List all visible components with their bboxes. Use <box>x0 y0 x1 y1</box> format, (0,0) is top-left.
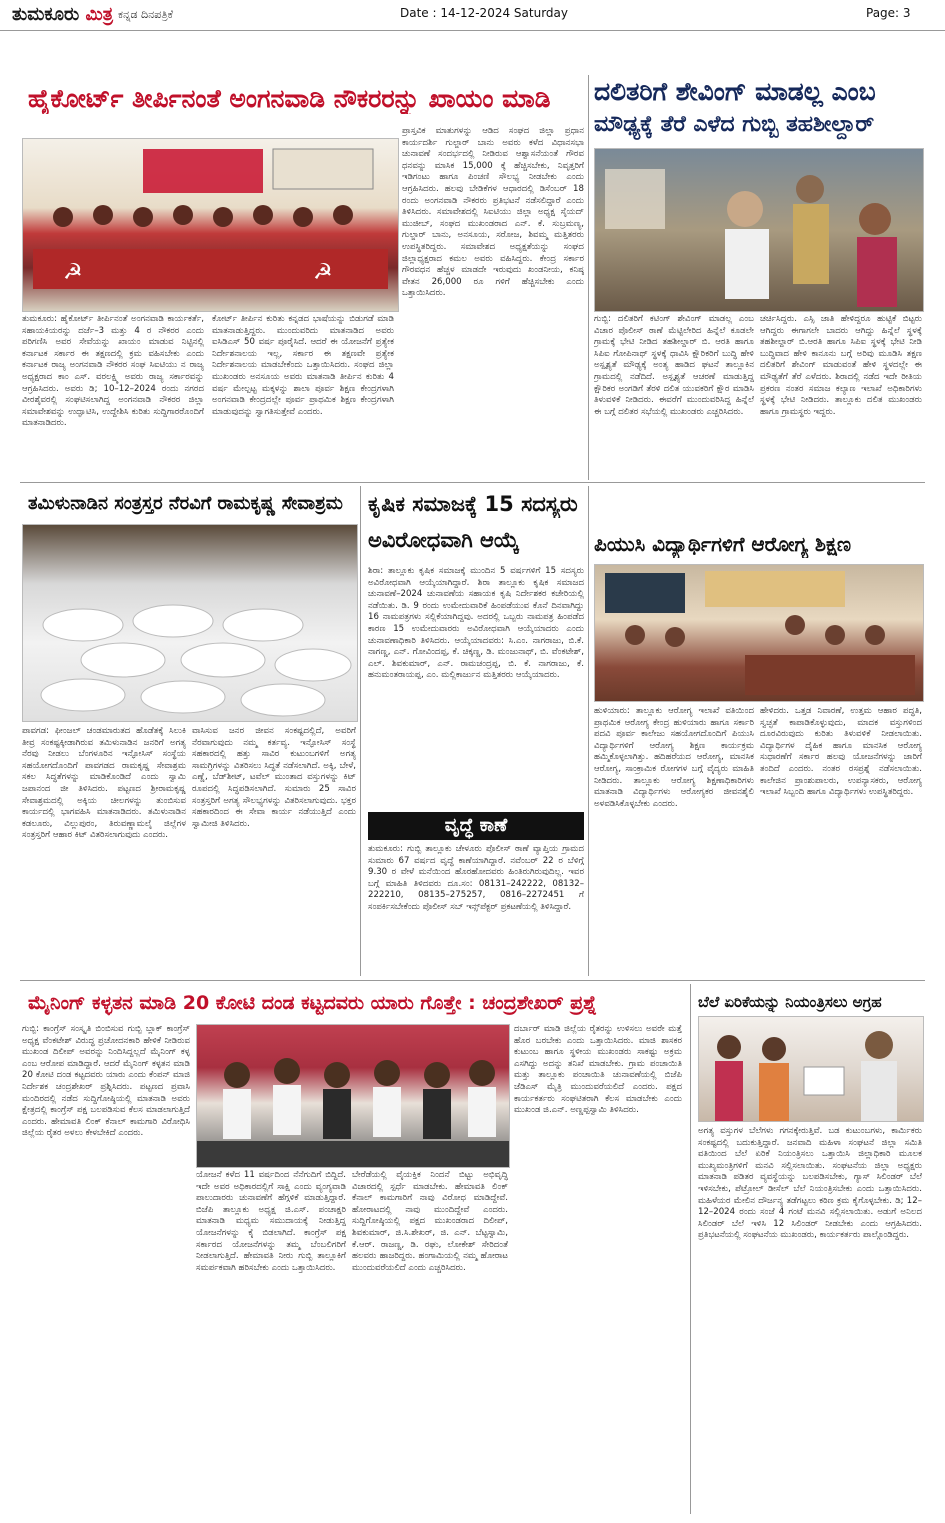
article-mining-col1: ಗುಬ್ಬಿ: ಕಾಂಗ್ರೆಸ್ ಸಂಸ್ಕೃತಿ ಬಿಂಬಿಸುವ ಗುಬ್ಬಿ ಬ್ಲಾಕ್ ಕಾಂಗ್ರೆಸ್ ಅಧ್ಯಕ್ಷ ವೆಂಕಟೇಶ್ ವಿರುದ್ಧ ಪ್ರಚೋದನಕಾರಿ ಹೇಳಿಕೆ ನೀಡಿರುವ ಮುಖಂಡ ದಿಲೀಪ್ ಅವರನ್ನು ನಿಂದಿಸಿದ್ದಲ್ಲದೆ ಮೈನಿಂಗ್ ಕಳ್ಳ ಎಂಬ ಆರೋಪ ಮಾಡಿದ್ದಾರೆ. ಆದರೆ ಮೈನಿಂಗ್ ಕಳ್ಳತನ ಮಾಡಿ 20 ಕೋಟಿ ದಂಡ ಕಟ್ಟದವರು ಯಾರು ಎಂದು ಕೆಂಪನ್ ಮಾಜಿ ನಿರ್ದೇಶಕ ಚಂದ್ರಶೇಖರ್ ಪ್ರಶ್ನಿಸಿದರು. ಪಟ್ಟಣದ ಪ್ರವಾಸಿ ಮಂದಿರದಲ್ಲಿ ನಡೆದ ಸುದ್ದಿಗೋಷ್ಠಿಯಲ್ಲಿ ಮಾತನಾಡಿ ಅವರು ಕ್ಷೇತ್ರದಲ್ಲಿ ಕಾಂಗ್ರೆಸ್ ಪಕ್ಷ ಬಲಪಡಿಸುವ ಕೆಲಸ ಮಾಡಲಾಗುತ್ತಿದೆ ಎಂದರು. ಹೇಮಾವತಿ ಲಿಂಕ್ ಕೆನಾಲ್ ಕಾಮಗಾರಿ ವಿರೋಧಿಸಿ ಜಿಲ್ಲೆಯ ರೈತರ ಅಳಲು ಕೇಳಬೇಕಿದೆ ಎಂದರು. <box>22 1024 190 1139</box>
column-divider <box>588 75 589 480</box>
photo-press-illustration <box>197 1025 509 1167</box>
headline-shaving-line2: ಮೌಢ್ಯಕ್ಕೆ ತೆರೆ ಎಳೆದ ಗುಬ್ಬಿ ತಹಶೀಲ್ದಾರ್ <box>594 112 875 137</box>
column-divider <box>690 984 691 1514</box>
article-anganwadi-col1: ತುಮಕೂರು: ಹೈಕೋರ್ಟ್ ತೀರ್ಪಿನಂತೆ ಅಂಗನವಾಡಿ ಕಾರ್ಯಕರ್ತೆ, ಸಹಾಯಕಿಯರನ್ನು ದರ್ಜೆ–3 ಮತ್ತು 4 ರ ನೌಕರರ ಎಂದು ಪರಿಗಣಿಸಿ ಅವರ ಸೇವೆಯನ್ನು ಖಾಯಂ ಮಾಡುವ ನಿಟ್ಟಿನಲ್ಲಿ ಕರ್ನಾಟಕ ಸರ್ಕಾರ ಈ ತಕ್ಷಣದಲ್ಲಿ ಕ್ರಮ ವಹಿಸಬೇಕು ಎಂದು ಕರ್ನಾಟಕ ರಾಜ್ಯ ಅಂಗನವಾಡಿ ನೌಕರರ ಸಂಘ ಸಿಐಟಿಯು ನ ರಾಜ್ಯ ಅಧ್ಯಕ್ಷರಾದ ಕಾಂ ಎಸ್. ವರಲಕ್ಷ್ಮಿ ಅವರು ರಾಜ್ಯ ಸರ್ಕಾರವನ್ನು ಆಗ್ರಹಿಸಿದರು. ಅವರು ಡಿ; 10–12–2024 ರಂದು ನಗರದ ವೀರಶೈವರಲ್ಲಿ ಸಂಘಟಿಸಲಾಗಿದ್ದ ಅಂಗನವಾಡಿ ನೌಕರರ ಜಿಲ್ಲಾ ಸಮಾವೇಶವನ್ನು ಉದ್ಘಾಟಿಸಿ, ಉದ್ದೇಶಿಸಿ ಕುರಿತು ಸುದ್ದಿಗಾರರೊಂದಿಗೆ ಮಾತನಾಡಿದರು. <box>22 314 204 429</box>
section-divider <box>20 482 925 483</box>
headline-krishika-line1: ಕೃಷಿಕ ಸಮಾಜಕ್ಕೆ 15 ಸದಸ್ಯರು <box>368 492 578 516</box>
headline-price-rise: ಬೆಲೆ ಏರಿಕೆಯನ್ನು ನಿಯಂತ್ರಿಸಲು ಅಗ್ರಹ <box>698 993 882 1011</box>
headline-ramakrishna: ತಮಿಳುನಾಡಿನ ಸಂತ್ರಸ್ತರ ನೆರವಿಗೆ ರಾಮಕೃಷ್ಣ ಸೇವಾಶ್ರಮ <box>28 493 343 514</box>
column-divider <box>588 486 589 976</box>
headline-puc-health: ಪಿಯುಸಿ ವಿದ್ಯಾರ್ಥಿಗಳಿಗೆ ಆರೋಗ್ಯ ಶಿಕ್ಷಣ <box>594 532 852 556</box>
article-anganwadi-col3: ಪ್ರಾಸ್ತವಿಕ ಮಾತುಗಳನ್ನು ಆಡಿದ ಸಂಘದ ಜಿಲ್ಲಾ ಪ್ರಧಾನ ಕಾರ್ಯದರ್ಶಿ ಗುಲ್ಜಾರ್ ಬಾನು ಅವರು ಕಳೆದ ವಿಧಾನಸಭಾ ಚುನಾವಣೆ ಸಂದರ್ಭದಲ್ಲಿ ನೀಡಿರುವ ಆಶ್ವಾಸನೆಯಂತೆ ಗೌರವ ಧನವನ್ನು ಮಾಸಿಕ 15,000 ಕ್ಕೆ ಹೆಚ್ಚಿಸಬೇಕು, ನಿವೃತ್ತರಿಗೆ ಇಡಿಗಂಟು ಹಾಗೂ ಪಿಂಚಣಿ ಸೌಲಭ್ಯ ನೀಡಬೇಕು ಎಂದು ಆಗ್ರಹಿಸಿದರು. ಹಲವು ಬೇಡಿಕೆಗಳ ಆಧಾರದಲ್ಲಿ ಡಿಸೆಂಬರ್ 18 ರಂದು ಅಂಗನವಾಡಿ ನೌಕರರು ಪ್ರತಿಭಟನೆ ನಡೆಸಲಿದ್ದಾರೆ ಎಂದು ತಿಳಿಸಿದರು. ಸಮಾವೇಶದಲ್ಲಿ ಸಿಐಟಿಯು ಜಿಲ್ಲಾ ಅಧ್ಯಕ್ಷ ಸೈಯದ್ ಮುಜೀಬ್, ಸಂಘದ ಮುಖಂಡರಾದ ಎನ್. ಕೆ. ಸುಬ್ರಮಣ್ಯ, ಗುಲ್ಜಾರ್ ಬಾನು, ಅನಸೂಯ, ಸರೋಜ, ಶಿವಮ್ಮ ಮತ್ತಿತರರು ಉಪಸ್ಥಿತರಿದ್ದರು. ಸಮಾವೇಶದ ಅಧ್ಯಕ್ಷತೆಯನ್ನು ಸಂಘದ ಜಿಲ್ಲಾಧ್ಯಕ್ಷರಾದ ಕಮಲ ಅವರು ವಹಿಸಿದ್ದರು. ಕೇಂದ್ರ ಸರ್ಕಾರ ಗೌರವಧನ ಹೆಚ್ಚಳ ಮಾಡದೇ ಇರುವುದು ಖಂಡನೀಯ, ಕನಿಷ್ಠ ವೇತನ 26,000 ರೂ ಗಳಿಗೆ ಹೆಚ್ಚಿಸಬೇಕು ಎಂದು ಒತ್ತಾಯಿಸಿದರು. <box>402 126 584 299</box>
notice-title: ವೃದ್ಧೆ ಕಾಣೆ <box>368 812 584 840</box>
notice-body: ತುಮಕೂರು: ಗುಬ್ಬಿ ತಾಲ್ಲೂಕು ಚೇಳೂರು ಪೊಲೀಸ್ ಠಾಣೆ ವ್ಯಾಪ್ತಿಯ ಗ್ರಾಮದ ಸುಮಾರು 67 ವರ್ಷದ ವೃದ್ಧೆ ಕಾಣೆಯಾಗಿದ್ದಾರೆ. ನವೆಂಬರ್ 22 ರ ಬೆಳಿಗ್ಗೆ 9.30 ರ ವೇಳೆ ಮನೆಯಿಂದ ಹೊರಹೋದವರು ಹಿಂತಿರುಗಿರುವುದಿಲ್ಲ. ಇವರ ಬಗ್ಗೆ ಮಾಹಿತಿ ತಿಳಿದವರು ದೂ.ಸಂ: 08131–242222, 08132–222210, 08135–275257, 0816–2272451 ಗೆ ಸಂಪರ್ಕಿಸಬೇಕೆಂದು ಪೊಲೀಸ್ ಸಬ್ ಇನ್ಸ್‌ಪೆಕ್ಟರ್ ಪ್ರಕಟಣೆಯಲ್ಲಿ ತಿಳಿಸಿದ್ದಾರೆ. <box>368 844 584 912</box>
brand-main: ತುಮಕೂರು <box>12 4 80 25</box>
photo-puc-event <box>594 564 924 702</box>
photo-puc-illustration <box>595 565 923 701</box>
svg-text:☭: ☭ <box>313 260 333 285</box>
headline-mining: ಮೈನಿಂಗ್ ಕಳ್ಳತನ ಮಾಡಿ 20 ಕೋಟಿ ದಂಡ ಕಟ್ಟದವರು ಯಾರು ಗೊತ್ತೇ : ಚಂದ್ರಶೇಖರ್ ಪ್ರಶ್ನೆ <box>28 992 597 1014</box>
article-puc-col1: ಹುಳಿಯಾರು: ತಾಲ್ಲೂಕು ಆರೋಗ್ಯ ಇಲಾಖೆ ವತಿಯಿಂದ ಪ್ರಾಥಮಿಕ ಆರೋಗ್ಯ ಕೇಂದ್ರ ಹುಳಿಯಾರು ಹಾಗೂ ಸರ್ಕಾರಿ ಪದವಿ ಪೂರ್ವ ಕಾಲೇಜು ಸಹಯೋಗದೊಂದಿಗೆ ಪಿಯುಸಿ ವಿದ್ಯಾರ್ಥಿಗಳಿಗೆ ಆರೋಗ್ಯ ಶಿಕ್ಷಣ ಕಾರ್ಯಕ್ರಮ ಹಮ್ಮಿಕೊಳ್ಳಲಾಗಿತ್ತು. ಹದಿಹರೆಯದ ಆರೋಗ್ಯ, ಮಾನಸಿಕ ಆರೋಗ್ಯ, ಸಾಂಕ್ರಾಮಿಕ ರೋಗಗಳ ಬಗ್ಗೆ ವೈದ್ಯರು ಮಾಹಿತಿ ನೀಡಿದರು. ತಾಲ್ಲೂಕು ಆರೋಗ್ಯ ಶಿಕ್ಷಣಾಧಿಕಾರಿಗಳು ಮಾತನಾಡಿ ವಿದ್ಯಾರ್ಥಿಗಳು ಆರೋಗ್ಯಕರ ಜೀವನಶೈಲಿ ಅಳವಡಿಸಿಕೊಳ್ಳಬೇಕು ಎಂದರು. <box>594 706 754 809</box>
issue-date: Date : 14-12-2024 Saturday <box>400 6 568 20</box>
photo-relief-illustration <box>23 525 357 721</box>
article-price-rise-body: ಅಗತ್ಯ ವಸ್ತುಗಳ ಬೆಲೆಗಳು ಗಗನಕ್ಕೇರುತ್ತಿವೆ. ಬಡ ಕುಟುಂಬಗಳು, ಕಾರ್ಮಿಕರು ಸಂಕಷ್ಟದಲ್ಲಿ ಬದುಕುತ್ತಿದ್ದಾರೆ. ಜನವಾದಿ ಮಹಿಳಾ ಸಂಘಟನೆ ಜಿಲ್ಲಾ ಸಮಿತಿ ವತಿಯಿಂದ ಬೆಲೆ ಏರಿಕೆ ನಿಯಂತ್ರಿಸಲು ಒತ್ತಾಯಿಸಿ ಜಿಲ್ಲಾಧಿಕಾರಿ ಮೂಲಕ ಮುಖ್ಯಮಂತ್ರಿಗಳಿಗೆ ಮನವಿ ಸಲ್ಲಿಸಲಾಯಿತು. ಸಂಘಟನೆಯ ಜಿಲ್ಲಾ ಅಧ್ಯಕ್ಷರು ಮಾತನಾಡಿ ಪಡಿತರ ವ್ಯವಸ್ಥೆಯನ್ನು ಬಲಪಡಿಸಬೇಕು, ಗ್ಯಾಸ್ ಸಿಲಿಂಡರ್ ಬೆಲೆ ಇಳಿಸಬೇಕು, ಪೆಟ್ರೋಲ್ ಡೀಸೆಲ್ ಬೆಲೆ ನಿಯಂತ್ರಿಸಬೇಕು ಎಂದು ಒತ್ತಾಯಿಸಿದರು. ಮಹಿಳೆಯರ ಮೇಲಿನ ದೌರ್ಜನ್ಯ ತಡೆಗಟ್ಟಲು ಕಠಿಣ ಕ್ರಮ ಕೈಗೊಳ್ಳಬೇಕು. ಡಿ; 12–12–2024 ರಂದು ಸಂಜೆ 4 ಗಂಟೆ ಮನವಿ ಸಲ್ಲಿಸಲಾಯಿತು. ಅಡುಗೆ ಅನಿಲದ ಸಿಲಿಂಡರ್ ಬೆಲೆ ಇಳಿಸಿ 12 ಸಿಲಿಂಡರ್ ನೀಡಬೇಕು ಎಂದು ಆಗ್ರಹಿಸಿದರು. ಪ್ರತಿಭಟನೆಯಲ್ಲಿ ಸಂಘಟನೆಯ ಮುಖಂಡರು, ಕಾರ್ಯಕರ್ತರು ಪಾಲ್ಗೊಂಡಿದ್ದರು. <box>698 1126 922 1241</box>
article-anganwadi-col2: ಕೋರ್ಟ್ ತೀರ್ಪಿನ ಕುರಿತು ಕನ್ನಡದ ಭಾಷೆಯನ್ನು ಬಿಡುಗಡೆ ಮಾಡಿ ಮಾತನಾಡುತ್ತಿದ್ದರು. ಮುಂದುವರಿದು ಮಾತನಾಡಿದ ಅವರು ಐಸಿಡಿಎಸ್ 50 ವರ್ಷ ಪೂರೈಸಿದೆ. ಆದರೆ ಈ ಯೋಜನೆಗೆ ಪ್ರತ್ಯೇಕ ನಿರ್ದೇಶನಾಲಯ ಇಲ್ಲ, ಸರ್ಕಾರ ಈ ತಕ್ಷಣವೇ ಪ್ರತ್ಯೇಕ ನಿರ್ದೇಶನಾಲಯ ಮಾಡಬೇಕೆಂದು ಒತ್ತಾಯಿಸಿದರು. ಸಂಘದ ಜಿಲ್ಲಾ ಮುಖಂಡರು ಅನಸೂಯ ಅವರು ಮಾತನಾಡಿ ತೀರ್ಪಿನ ಕುರಿತು 4 ವರ್ಷ ಮೇಲ್ಪಟ್ಟ ಮಕ್ಕಳನ್ನು ಶಾಲಾ ಪೂರ್ವ ಶಿಕ್ಷಣ ಕೇಂದ್ರಗಳಾಗಿ ಅಂಗನವಾಡಿ ಕೇಂದ್ರದಲ್ಲೇ ಪೂರ್ವ ಪ್ರಾಥಮಿಕ ಶಿಕ್ಷಣ ಕೇಂದ್ರಗಳಾಗಿ ಮಾಡುವುದನ್ನು ಸ್ವಾಗತಿಸುತ್ತೇವೆ ಎಂದರು. <box>212 314 394 417</box>
article-ramakrishna-col2: ವಾಸಿಸುವ ಜನರ ಜೀವನ ಸಂಕಷ್ಟದಲ್ಲಿದೆ, ಅವರಿಗೆ ನೆರವಾಗುವುದು ನಮ್ಮ ಕರ್ತವ್ಯ. ಇನ್ಫೋಸಿಸ್ ಸಂಸ್ಥೆ ಸಹಕಾರದಲ್ಲಿ ಹತ್ತು ಸಾವಿರ ಕುಟುಂಬಗಳಿಗೆ ಅಗತ್ಯ ಸಾಮಗ್ರಿಗಳನ್ನು ವಿತರಿಸಲು ಸಿದ್ಧತೆ ನಡೆಸಲಾಗಿದೆ. ಅಕ್ಕಿ, ಬೇಳೆ, ಎಣ್ಣೆ, ಬೆಡ್‌ಶೀಟ್, ಟವೆಲ್ ಮುಂತಾದ ವಸ್ತುಗಳನ್ನು ಕಿಟ್ ರೂಪದಲ್ಲಿ ಸಿದ್ಧಪಡಿಸಲಾಗಿದೆ. ಸುಮಾರು 25 ಸಾವಿರ ಸಂತ್ರಸ್ತರಿಗೆ ಅಗತ್ಯ ಸೌಲಭ್ಯಗಳನ್ನು ವಿತರಿಸಲಾಗುವುದು. ಭಕ್ತರ ಸಹಕಾರದಿಂದ ಈ ಸೇವಾ ಕಾರ್ಯ ನಡೆಯುತ್ತಿದೆ ಎಂದು ಸ್ವಾಮೀಜಿ ತಿಳಿಸಿದರು. <box>192 726 356 829</box>
column-divider <box>360 486 361 976</box>
svg-text:☭: ☭ <box>63 260 83 285</box>
brand-logo <box>12 4 113 25</box>
brand-accent: ಮಿತ್ರ <box>85 4 114 25</box>
article-ramakrishna-col1: ಪಾವಗಡ: ಫೀಂಜಲ್ ಚಂಡಮಾರುತದ ಹೊಡೆತಕ್ಕೆ ಸಿಲುಕಿ ತೀವ್ರ ಸಂಕಷ್ಟಕ್ಕೀಡಾಗಿರುವ ತಮಿಳುನಾಡಿನ ಜನರಿಗೆ ಅಗತ್ಯ ನೆರವು ನೀಡಲು ಬೆಂಗಳೂರಿನ ಇನ್ಫೋಸಿಸ್ ಸಂಸ್ಥೆಯ ಸಹಯೋಗದೊಂದಿಗೆ ಪಾವಗಡದ ರಾಮಕೃಷ್ಣ ಸೇವಾಶ್ರಮ ಸಕಲ ಸಿದ್ಧತೆಗಳನ್ನು ಮಾಡಿಕೊಂಡಿದೆ ಎಂದು ಸ್ವಾಮಿ ಜಪಾನಂದ ಜೀ ತಿಳಿಸಿದರು. ಪಟ್ಟಣದ ಶ್ರೀರಾಮಕೃಷ್ಣ ಸೇವಾಶ್ರಮದಲ್ಲಿ ಅಕ್ಕಿಯ ಚೀಲಗಳನ್ನು ತುಂಬಿಸುವ ಕಾರ್ಯದಲ್ಲಿ ಭಾಗವಹಿಸಿ ಮಾತನಾಡಿದರು. ತಮಿಳುನಾಡಿನ ಕಡಲೂರು, ವಿಲ್ಲುಪುರಂ, ತಿರುವಣ್ಣಾಮಲೈ ಜಿಲ್ಲೆಗಳ ಸಂತ್ರಸ್ತರಿಗೆ ಆಹಾರ ಕಿಟ್ ವಿತರಿಸಲಾಗುವುದು ಎಂದರು. <box>22 726 186 841</box>
article-mining-col3: ಬೇರೆಡೆಯಲ್ಲಿ ವೈಯಕ್ತಿಕ ನಿಂದನೆ ಬಿಟ್ಟು ಅಭಿವೃದ್ಧಿ ವಿಚಾರದಲ್ಲಿ ಸ್ಪರ್ಧೆ ಮಾಡಬೇಕು. ಹೇಮಾವತಿ ಲಿಂಕ್ ಕೆನಾಲ್ ಕಾಮಗಾರಿಗೆ ನಾವು ವಿರೋಧ ಮಾಡಿದ್ದೇವೆ. ಹೋರಾಟದಲ್ಲಿ ನಾವು ಮುಂದಿದ್ದೇವೆ ಎಂದರು. ಸುದ್ದಿಗೋಷ್ಠಿಯಲ್ಲಿ ಪಕ್ಷದ ಮುಖಂಡರಾದ ದಿಲೀಪ್, ಶಿವಕುಮಾರ್, ಜಿ.ಸಿ.ಶೇಖರ್, ಜಿ. ಎನ್. ಬೆಟ್ಟಸ್ವಾಮಿ, ಕೆ.ಆರ್. ರಾಜಣ್ಣ, ಡಿ. ರಘು, ಲೋಕೇಶ್ ಸೇರಿದಂತೆ ಹಲವರು ಹಾಜರಿದ್ದರು. ಹಂಗಾಮಿಯಲ್ಲಿ ನಮ್ಮ ಹೋರಾಟ ಮುಂದುವರೆಯಲಿದೆ ಎಂದು ಎಚ್ಚರಿಸಿದರು. <box>352 1170 508 1273</box>
article-mining-col4: ದರ್ಬಾರ್ ಮಾಡಿ ಜಿಲ್ಲೆಯ ರೈತರನ್ನು ಉಳಿಸಲು ಅವರೇ ಮತ್ತೆ ಹೊರ ಬರಬೇಕು ಎಂದು ಒತ್ತಾಯಿಸಿದರು. ಮಾಜಿ ಶಾಸಕರ ಕುಟುಂಬ ಹಾಗೂ ಸ್ಥಳೀಯ ಮುಖಂಡರು ಸಾಕಷ್ಟು ಅಕ್ರಮ ಎಸಗಿದ್ದು ಅದನ್ನು ತನಿಖೆ ಮಾಡಬೇಕು. ಗ್ರಾಮ ಪಂಚಾಯಿತಿ ಮತ್ತು ತಾಲ್ಲೂಕು ಪಂಚಾಯಿತಿ ಚುನಾವಣೆಯಲ್ಲಿ ಬಿಜೆಪಿ ಜೆಡಿಎಸ್ ಮೈತ್ರಿ ಮುಂದುವರೆಯಲಿದೆ ಎಂದರು. ಪಕ್ಷದ ಕಾರ್ಯಕರ್ತರು ಸಂಘಟಿತರಾಗಿ ಕೆಲಸ ಮಾಡಬೇಕು ಎಂದು ಮುಖಂಡ ಜಿ.ಎನ್. ಅಣ್ಣಪ್ಪಸ್ವಾಮಿ ತಿಳಿಸಿದರು. <box>514 1024 682 1116</box>
article-shaving-col2: ಚರ್ಚಿಸಿದ್ದರು. ಎಸ್ಸಿ ಜಾತಿ ಹೇಳಿದ್ದರೂ ಹುಟ್ಟಿಕೆ ಬಿಟ್ಟರು ಆಗಿದ್ದರು ಈಗಾಗಲೇ ಬಾದರು ಆಗಿದ್ದು ಹಿನ್ನೆಲೆ ಸ್ಥಳಕ್ಕೆ ತಹಶೀಲ್ದಾರ್ ಬಿ.ಆರತಿ ಹಾಗೂ ಸಿಪಿಐ ಸ್ಥಳಕ್ಕೆ ಭೇಟಿ ನೀಡಿ ಬುದ್ಧಿವಾದ ಹೇಳಿ ಕಾನೂನು ಬಗ್ಗೆ ಅರಿವು ಮೂಡಿಸಿ ತಕ್ಷಣ ದಲಿತರಿಗೆ ಶೇವಿಂಗ್ ಮಾಡುವಂತೆ ಹೇಳಿ ಸ್ಥಳದಲ್ಲೇ ಈ ಮೌಢ್ಯತೆಗೆ ತೆರೆ ಎಳೆದರು. ಶಿರಾದಲ್ಲಿ ನಡೆದ ಇದೇ ರೀತಿಯ ಪ್ರಕರಣ ನಂತರ ಸಮಾಜ ಕಲ್ಯಾಣ ಇಲಾಖೆ ಅಧಿಕಾರಿಗಳು ಸ್ಥಳಕ್ಕೆ ಭೇಟಿ ನೀಡಿದರು. ತಾಲ್ಲೂಕು ದಲಿತ ಮುಖಂಡರು ಹಾಗೂ ಗ್ರಾಮಸ್ಥರು ಇದ್ದರು. <box>760 314 922 417</box>
photo-tahsildar-illustration <box>595 149 923 311</box>
article-shaving-col1: ಗುಬ್ಬಿ: ದಲಿತರಿಗೆ ಕಟಿಂಗ್ ಶೇವಿಂಗ್ ಮಾಡಲ್ಲ ಎಂಬ ವಿಚಾರ ಪೊಲೀಸ್ ಠಾಣೆ ಮೆಟ್ಟಿಲೇರಿದ ಹಿನ್ನೆಲೆ ಕೂಡಲೇ ಗ್ರಾಮಕ್ಕೆ ಭೇಟಿ ನೀಡಿದ ತಹಶೀಲ್ದಾರ್ ಬಿ. ಆರತಿ ಹಾಗೂ ಸಿಪಿಐ ಗೋಪಿನಾಥ್ ಸ್ಥಳಕ್ಕೆ ಧಾವಿಸಿ ಕ್ಷೌರಿಕರಿಗೆ ಬುದ್ಧಿ ಹೇಳಿ ಅಸ್ಪೃಶ್ಯತೆ ಮೌಢ್ಯಕ್ಕೆ ಅಂತ್ಯ ಹಾಡಿದ ಘಟನೆ ತಾಲ್ಲೂಕಿನ ಗ್ರಾಮದಲ್ಲಿ ನಡೆದಿದೆ. ಅಸ್ಪೃಶ್ಯತೆ ಆಚರಣೆ ಮಾಡುತ್ತಿದ್ದ ಕ್ಷೌರಿಕರ ಅಂಗಡಿಗೆ ತೆರಳಿ ದಲಿತ ಯುವಕರಿಗೆ ಕ್ಷೌರ ಮಾಡಿಸಿ ತಿಳುವಳಿಕೆ ನೀಡಿದರು. ಈವರೆಗೆ ಮುಂದುವರಿಸಿದ್ದ ಹಿನ್ನೆಲೆ ಈ ಬಗ್ಗೆ ದಲಿತರ ಸಭೆಯಲ್ಲಿ ಮುಖಂಡರು ಎಚ್ಚರಿಸಿದರು. <box>594 314 754 417</box>
headline-anganwadi: ಹೈಕೋರ್ಟ್ ತೀರ್ಪಿನಂತೆ ಅಂಗನವಾಡಿ ನೌಕರರನ್ನು ಖಾಯಂ ಮಾಡಿ <box>28 84 551 113</box>
photo-anganwadi-meeting <box>22 138 399 312</box>
article-krishika-body: ಶಿರಾ: ತಾಲ್ಲೂಕು ಕೃಷಿಕ ಸಮಾಜಕ್ಕೆ ಮುಂದಿನ 5 ವರ್ಷಗಳಿಗೆ 15 ಸದಸ್ಯರು ಅವಿರೋಧವಾಗಿ ಆಯ್ಕೆಯಾಗಿದ್ದಾರೆ. ಶಿರಾ ತಾಲ್ಲೂಕು ಕೃಷಿಕ ಸಮಾಜದ ಚುನಾವಣೆ–2024 ಚುನಾವಣೆಯ ಸಹಾಯಕ ಕೃಷಿ ನಿರ್ದೇಶಕರ ಕಚೇರಿಯಲ್ಲಿ ನಡೆಯಿತು. ಡಿ. 9 ರಂದು ಉಮೇದುವಾರಿಕೆ ಹಿಂಪಡೆಯುವ ಕೊನೆ ದಿನವಾಗಿದ್ದು 16 ನಾಮಪತ್ರಗಳು ಸಲ್ಲಿಕೆಯಾಗಿದ್ದವು. ಅದರಲ್ಲಿ ಒಬ್ಬರು ನಾಮಪತ್ರ ಹಿಂಪಡೆದ ಕಾರಣ 15 ಉಮೇದುವಾರರು ಅವಿರೋಧವಾಗಿ ಆಯ್ಕೆಯಾದರು ಎಂದು ಚುನಾವಣಾಧಿಕಾರಿ ತಿಳಿಸಿದರು. ಆಯ್ಕೆಯಾದವರು: ಸಿ.ಎಂ. ನಾಗರಾಜು, ಬಿ.ಕೆ. ನಾಗಣ್ಣ, ಎನ್. ಗೋವಿಂದಪ್ಪ, ಕೆ. ಚಿಕ್ಕಣ್ಣ, ಡಿ. ಮಂಜುನಾಥ್, ಬಿ. ವೆಂಕಟೇಶ್, ಎಲ್. ಶಿವಕುಮಾರ್, ಎನ್. ರಾಮಚಂದ್ರಪ್ಪ, ಬಿ. ಕೆ. ನಾಗರಾಜು, ಕೆ. ಹನುಮಂತರಾಯಪ್ಪ, ಎಂ. ಮಲ್ಲಿಕಾರ್ಜುನ ಮತ್ತಿತರರು ಆಯ್ಕೆಯಾದರು. <box>368 566 584 681</box>
section-divider <box>20 980 925 981</box>
article-mining-col2: ಯೋಜನೆ ಕಳೆದ 11 ವರ್ಷದಿಂದ ನೆನೆಗುದಿಗೆ ಬಿದ್ದಿದೆ. ಇದೇ ಅವರ ಅಧಿಕಾರದಲ್ಲಿಗೆ ಸಾಕ್ಷಿ ಎಂದು ವ್ಯಂಗ್ಯವಾಡಿ ಪಾಲುದಾರರು ಚುನಾವಣೆಗೆ ಹೆಗ್ಗಳಿಕೆ ಮಾಡುತ್ತಿದ್ದಾರೆ. ಬಿಜೆಪಿ ತಾಲ್ಲೂಕು ಅಧ್ಯಕ್ಷ ಜಿ.ಎಸ್. ಪಂಚಾಕ್ಷರಿ ಮಾತನಾಡಿ ಮಧ್ಯಮ ಸಮುದಾಯಕ್ಕೆ ನೀಡುತ್ತಿದ್ದ ಯೋಜನೆಗಳನ್ನು ಕೈ ಬಿಡಲಾಗಿದೆ. ಕಾಂಗ್ರೆಸ್ ಪಕ್ಷ ಸರ್ಕಾರದ ಯೋಜನೆಗಳನ್ನು ತಮ್ಮ ಬೆಂಬಲಿಗರಿಗೆ ನೀಡಲಾಗುತ್ತಿದೆ. ಹೇಮಾವತಿ ನೀರು ಗುಬ್ಬಿ ತಾಲ್ಲೂಕಿಗೆ ಸಮರ್ಪಕವಾಗಿ ಹರಿಸಬೇಕು ಎಂದು ಒತ್ತಾಯಿಸಿದರು. <box>196 1170 346 1273</box>
headline-shaving-line1: ದಲಿತರಿಗೆ ಶೇವಿಂಗ್ ಮಾಡಲ್ಲ ಎಂಬ <box>594 77 876 106</box>
photo-memo-illustration <box>699 1017 923 1121</box>
photo-press-meet <box>196 1024 510 1168</box>
page-number: Page: 3 <box>866 6 911 20</box>
brand-subtitle: ಕನ್ನಡ ದಿನಪತ್ರಿಕೆ <box>118 8 174 21</box>
photo-anganwadi-illustration <box>23 139 398 311</box>
masthead <box>0 0 945 31</box>
photo-price-rise-memo <box>698 1016 924 1122</box>
photo-tahsildar-visit <box>594 148 924 312</box>
photo-relief-bags <box>22 524 358 722</box>
headline-krishika-line2: ಅವಿರೋಧವಾಗಿ ಆಯ್ಕೆ <box>368 528 520 552</box>
article-puc-col2: ಹೇಳಿದರು. ಒತ್ತಡ ನಿವಾರಣೆ, ಉತ್ತಮ ಆಹಾರ ಪದ್ಧತಿ, ಸ್ವಚ್ಛತೆ ಕಾಪಾಡಿಕೊಳ್ಳುವುದು, ಮಾದಕ ವಸ್ತುಗಳಿಂದ ದೂರವಿರುವುದು ಕುರಿತು ತಿಳುವಳಿಕೆ ನೀಡಲಾಯಿತು. ವಿದ್ಯಾರ್ಥಿಗಳ ದೈಹಿಕ ಹಾಗೂ ಮಾನಸಿಕ ಆರೋಗ್ಯ ಸುಧಾರಣೆಗೆ ಸರ್ಕಾರ ಹಲವು ಯೋಜನೆಗಳನ್ನು ಜಾರಿಗೆ ತಂದಿದೆ ಎಂದರು. ನಂತರ ರಸಪ್ರಶ್ನೆ ನಡೆಸಲಾಯಿತು. ಕಾಲೇಜಿನ ಪ್ರಾಂಶುಪಾಲರು, ಉಪನ್ಯಾಸಕರು, ಆರೋಗ್ಯ ಇಲಾಖೆ ಸಿಬ್ಬಂದಿ ಹಾಗೂ ವಿದ್ಯಾರ್ಥಿಗಳು ಉಪಸ್ಥಿತರಿದ್ದರು. <box>760 706 922 798</box>
